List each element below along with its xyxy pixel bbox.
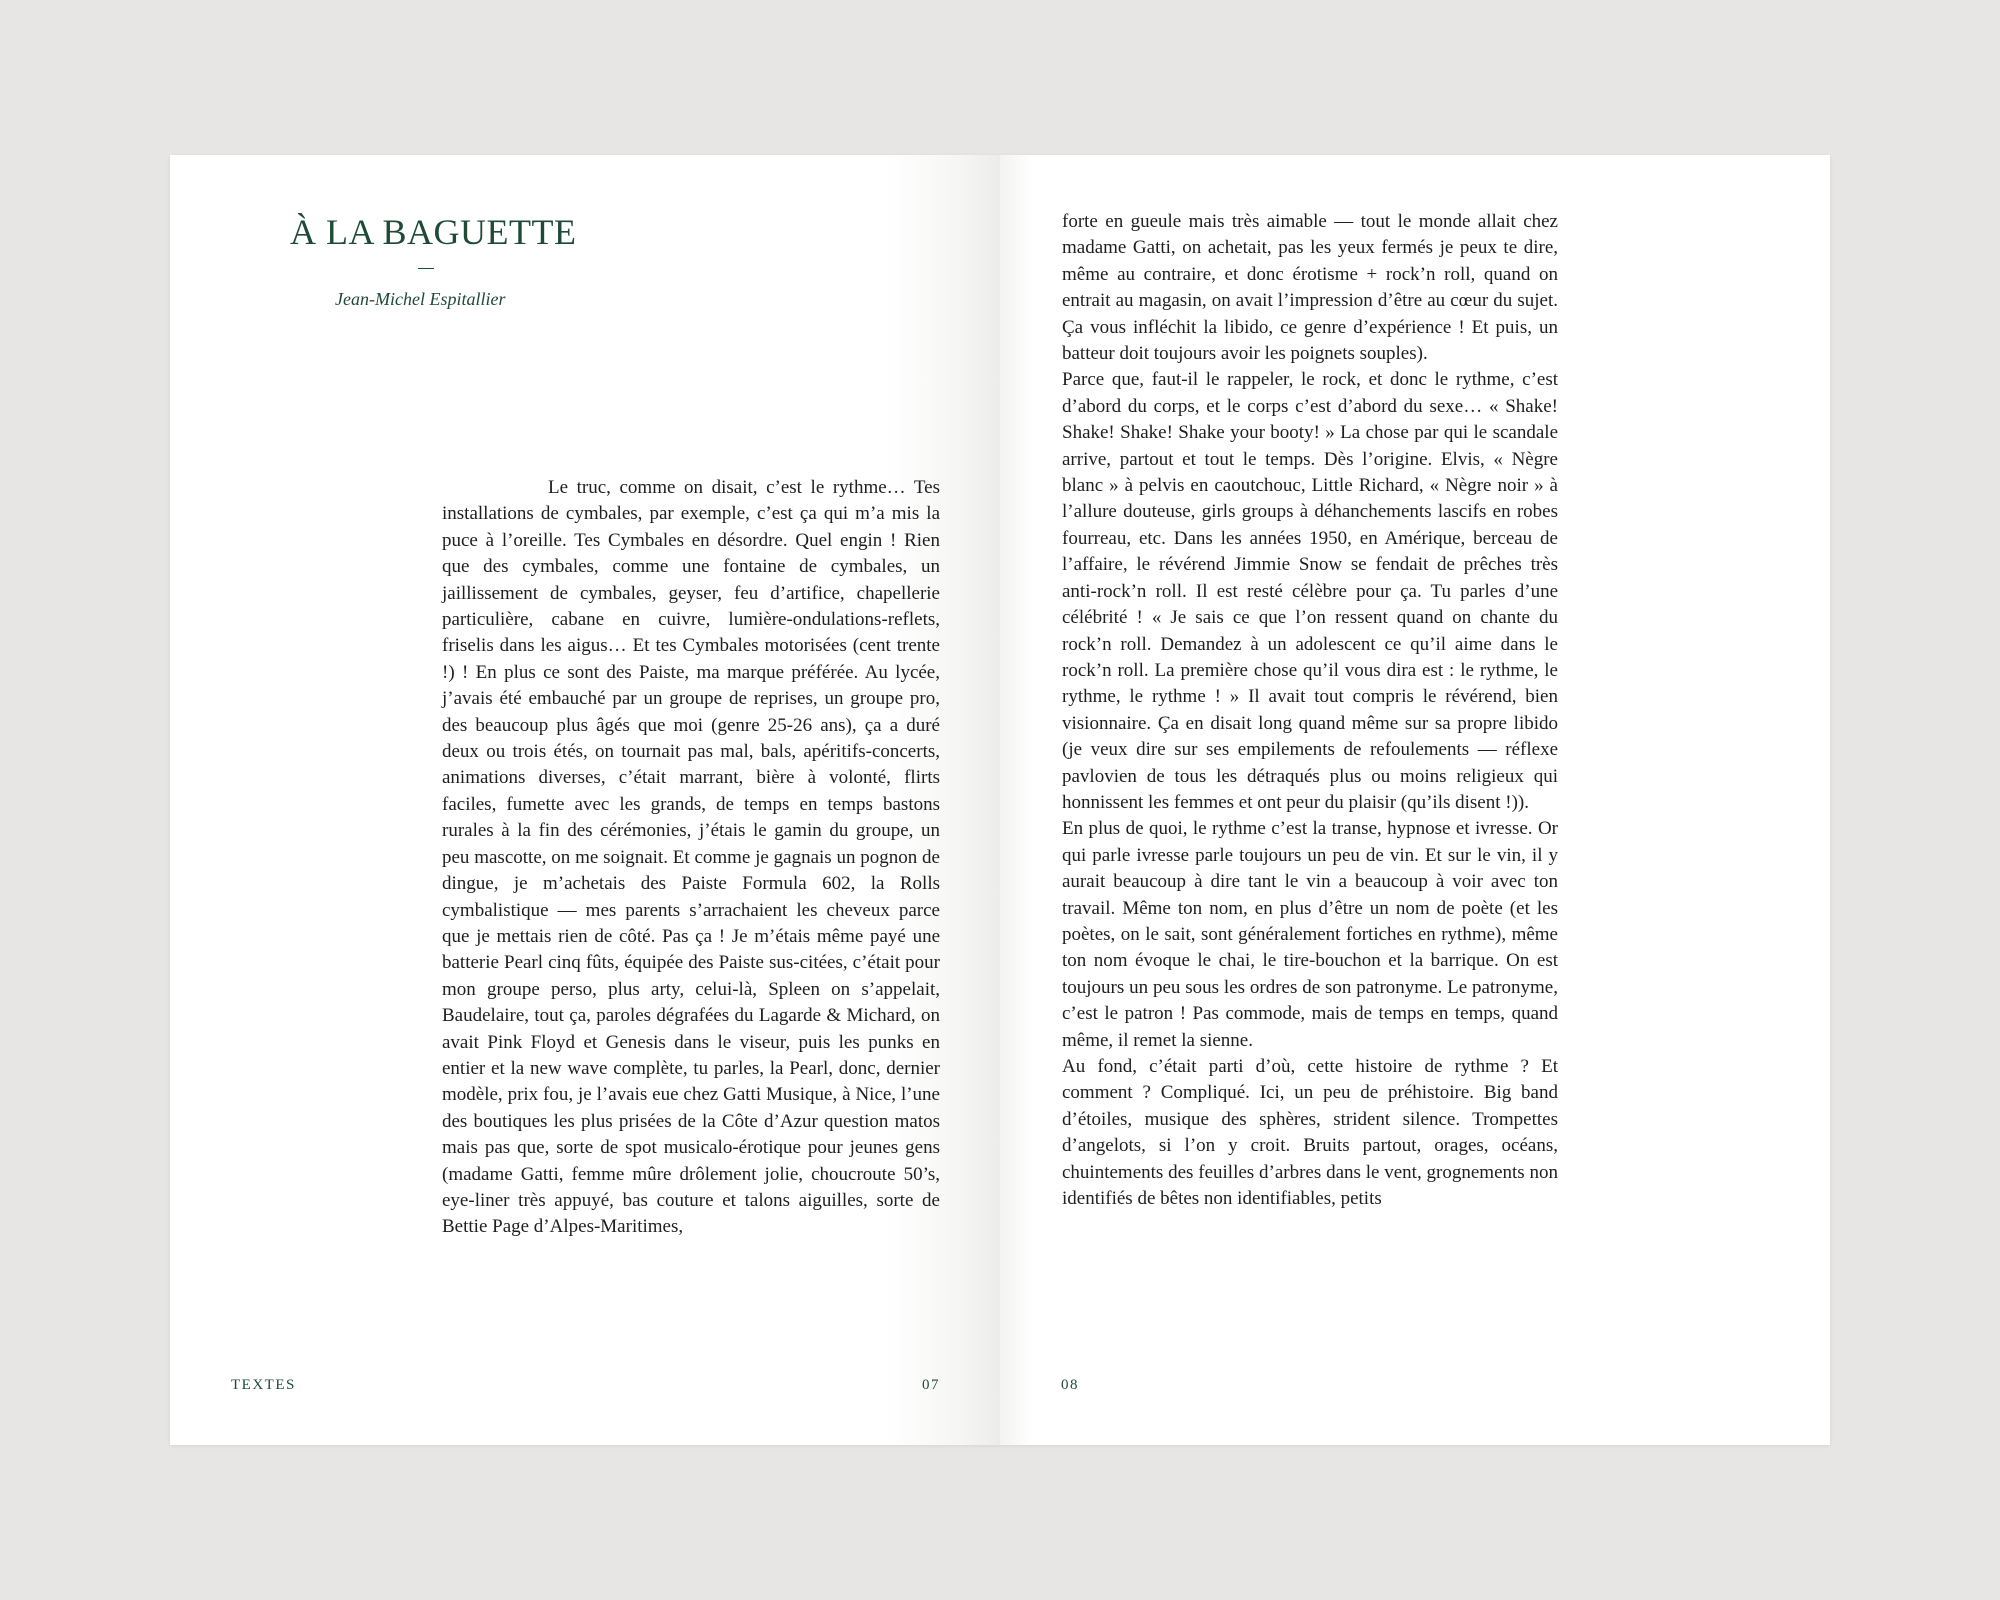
article-title: À LA BAGUETTE: [290, 212, 577, 252]
right-page: [1000, 155, 1830, 1445]
book-spread: [170, 155, 1830, 1445]
right-paragraph-4: Au fond, c’était parti d’où, cette histoire de rythme ? Et comment ? Compliqué. Ici, un peu de préhistoire. Big band d’étoiles, musique des sphères, strident silence. Trompettes d’angelots, si l’on y croit. Bruits partout, orages, océans, chuintements des feuilles d’arbres dans le vent, grognements non identifiés de bêtes non identifiables, petits: [1062, 1056, 1558, 1210]
page-number-left: 07: [922, 1377, 940, 1393]
right-paragraph-1: forte en gueule mais très aimable — tout le monde allait chez madame Gatti, on achetait, pas les yeux fermés je peux te dire, même au contraire, et donc érotisme + rock’n roll, quand on entrait au magasin, on avait l’impression d’être au cœur du sujet. Ça vous infléchit la libido, ce genre d’expérience ! Et puis, un batteur doit toujours avoir les poignets souples).: [1062, 211, 1558, 365]
right-paragraph-3: En plus de quoi, le rythme c’est la transe, hypnose et ivresse. Or qui parle ivresse parle toujours un peu de vin. Et sur le vin, il y aurait beaucoup à dire tant le vin a beaucoup à voir avec ton travail. Même ton nom, en plus d’être un nom de poète (et les poètes, on le sait, sont généralement fortiches en rythme), même ton nom évoque le chai, le tire-bouchon et la barrique. On est toujours un peu sous les ordres de son patronyme. Le patronyme, c’est le patron ! Pas commode, mais de temps en temps, quand même, il remet la sienne.: [1062, 818, 1558, 1051]
page-number-right: 08: [1061, 1377, 1079, 1393]
author-name: Jean-Michel Espitallier: [335, 289, 506, 309]
left-paragraph: Le truc, comme on disait, c’est le rythme… Tes installations de cymbales, par exemple, c’est ça qui m’a mis la puce à l’oreille. Tes Cymbales en désordre. Quel engin ! Rien que des cymbales, comme une fontaine de cymbales, un jaillissement de cymbales, geyser, feu d’artifice, chapellerie particulière, cabane en cuivre, lumière-ondulations-reflets, friselis dans les aigus… Et tes Cymbales motorisées (cent trente !) ! En plus ce sont des Paiste, ma marque préférée. Au lycée, j’avais été embauché par un groupe de reprises, un groupe pro, des beaucoup plus âgés que moi (genre 25-26 ans), ça a duré deux ou trois étés, on tournait pas mal, bals, apéritifs-concerts, animations diverses, c’était marrant, bière à volonté, flirts faciles, fumette avec les grands, de temps en temps bastons rurales à la fin des cérémonies, j’étais le gamin du groupe, un peu mascotte, on me soignait. Et comme je gagnais un pognon de dingue, je m’achetais des Paiste Formula 602, la Rolls cymbalistique — mes parents s’arrachaient les cheveux parce que je mettais rien de côté. Pas ça ! Je m’étais même payé une batterie Pearl cinq fûts, équipée des Paiste sus-citées, c’était pour mon groupe perso, plus arty, celui-là, Spleen on s’appelait, Baudelaire, tout ça, paroles dégrafées du Lagarde & Michard, on avait Pink Floyd et Genesis dans le viseur, puis les punks en entier et la new wave complète, tu parles, la Pearl, donc, dernier modèle, prix fou, je l’avais eue chez Gatti Musique, à Nice, l’une des boutiques les plus prisées de la Côte d’Azur question matos mais pas que, sorte de spot musicalo-érotique pour jeunes gens (madame Gatti, femme mûre drôlement jolie, choucroute 50’s, eye-liner très appuyé, bas couture et talons aiguilles, sorte de Bettie Page d’Alpes-Maritimes,: [442, 477, 940, 1238]
section-label: TEXTES: [231, 1377, 296, 1393]
right-paragraph-2: Parce que, faut-il le rappeler, le rock, et donc le rythme, c’est d’abord du corps, et le corps c’est d’abord du sexe… « Shake! Shake! Shake! Shake your booty! » La chose par qui le scandale arrive, partout et tout le temps. Dès l’origine. Elvis, « Nègre blanc » à pelvis en caoutchouc, Little Richard, « Nègre noir » à l’allure douteuse, girls groups à déhanchements lascifs en robes fourreau, etc. Dans les années 1950, en Amérique, berceau de l’affaire, le révérend Jimmie Snow se fendait de prêches très anti-rock’n roll. Il est resté célèbre pour ça. Tu parles d’une célébrité ! « Je sais ce que l’on ressent quand on chante du rock’n roll. Demandez à un adolescent ce qu’il aime dans le rock’n roll. La première chose qu’il vous dira est : le rythme, le rythme, le rythme ! » Il avait tout compris le révérend, bien visionnaire. Ça en disait long quand même sur sa propre libido (je veux dire sur ses empilements de refoulements — réflexe pavlovien de tous les détraqués plus ou moins religieux qui honnissent les femmes et ont peur du plaisir (qu’ils disent !)).: [1062, 369, 1558, 813]
left-body-column: [442, 475, 940, 1241]
right-body-column: [1062, 209, 1558, 1212]
title-dash: [418, 268, 434, 269]
left-page: [170, 155, 1000, 1445]
